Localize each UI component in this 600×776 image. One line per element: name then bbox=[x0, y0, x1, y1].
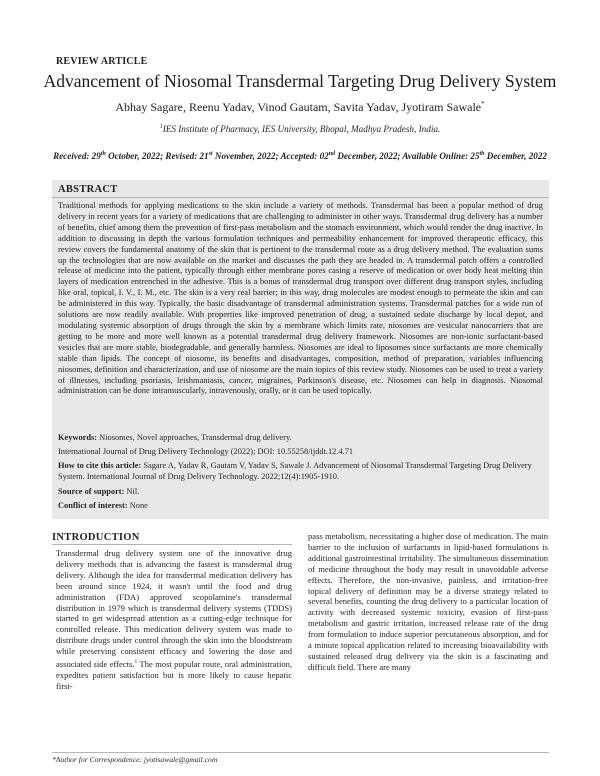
received-date: Received: 29th October, 2022; bbox=[53, 151, 166, 162]
abstract-text: Traditional methods for applying medications to the skin include a variety of methods. Transdermal has been a popular method of drug delivery in recent years for a variety of medications that are challenging to administer in other ways. Transdermal drug delivery has a number of benefits, chief among them the prevention of first-pass metabolism and the stomach environment, which would render the drug inactive. In addition to discussing in depth the various formulation techniques and permeability enhancement for improved therapeutic efficacy, this review covers the fundamental anatomy of the skin that is pertinent to the transdermal route as a drug delivery method. The evaluation sums up the technologies that are now available on the market and discusses the path they are headed in. A transdermal patch offers a controlled release of medicine into the patient, typically through either membrane pores casing a reserve of medication or over body heat melting thin layers of medication entrenched in the adhesive. This is a bonus of transdermal drug transport over different drug transport styles, including like oral, topical, I. V., I. M., etc. The skin is a very real barrier; in this way, drug molecules are modest enough to permeate the skin and can be administered in this way. Typically, the basic disadvantage of transdermal administration systems. Transdermal patches for a wide run of solutions are now readily available. With properties like improved penetration of drug, a sustained sedate discharge by local depot, and modulating systemic absorption of drugs through the skin by a membrane which limits rate, niosomes are vesicular nanocarriers that are getting to be more and more well known as a potential transdermal drug delivery framework. Niosomes are non-ionic surfactant-based vesicles that are more stable, biodegradable, and generally harmless. Niosomes are ideal to liposomes since surfactants are more chemically stable than lipids. The concept of niosome, its benefits and disadvantages, composition, method of preparation, variables influencing niosomes, definition and characterization, and use of niosome are the main topics of this review study. Niosomes can be used to treat a variety of illnesses, including psoriasis, leishmaniasis, cancer, migraines, Parkinson's disease, etc. Niosomes can help in diagnosis. Niosomal administration can be done intramuscularly, intravenously, orally, or it can be used topically. bbox=[58, 200, 543, 396]
keywords-line bbox=[58, 433, 543, 444]
online-date: Available Online: 25th December, 2022 bbox=[402, 151, 547, 162]
introduction-left-text-2: The most popular route, oral administration, expedites patient satisfaction but is more likely to cause hepatic first- bbox=[56, 658, 293, 691]
reference-mark: 1 bbox=[134, 659, 138, 666]
affiliation-text: IES Institute of Pharmacy, IES University, Bhopal, Madhya Pradesh, India. bbox=[162, 124, 441, 135]
correspondence-footnote: *Author for Correspondence: jyotisawale@gmail.com bbox=[52, 755, 218, 764]
correspondence-mark: * bbox=[481, 100, 485, 108]
paper-title: Advancement of Niosomal Transdermal Targeting Drug Delivery System bbox=[43, 71, 557, 91]
affiliation-mark: 1 bbox=[159, 124, 163, 130]
conflict-label: Conflict of interest: bbox=[58, 501, 128, 510]
support-label: Source of support: bbox=[58, 487, 125, 496]
keywords-text: Niosomes, Novel approaches, Transdermal drug delivery. bbox=[99, 433, 292, 442]
keywords-label: Keywords: bbox=[58, 433, 98, 442]
introduction-left-column bbox=[56, 548, 292, 692]
introduction-divider bbox=[52, 544, 292, 545]
support-text: Nil. bbox=[126, 487, 140, 496]
citation-text: Sagare A, Yadav R, Gautam V, Yadav S, Sawale J. Advancement of Niosomal Transdermal Targeting Drug Delivery System. International Journal of Drug Delivery Technology. 2022;12(4):1905-1910. bbox=[58, 461, 532, 481]
abstract-heading: ABSTRACT bbox=[58, 184, 118, 195]
conflict-line bbox=[58, 501, 543, 512]
introduction-left-text-1: Transdermal drug delivery system one of the innovative drug delivery methods that is advancing the fastest is transdermal drug delivery. Although the idea for transdermal medication delivery has been around since 1924, it wasn't until the food and drug administration (FDA) approved scopolamine's transdermal distribution in 1979 which is transdermal delivery systems (TDDS) started to get widespread attention as a cutting-edge technique for controlled release. This medication delivery system was made to distribute drugs under control through the skin into the bloodstream while preserving consistent efficacy and lowering the dose and associated side effects. bbox=[56, 548, 292, 669]
citation-label: How to cite this article: bbox=[58, 461, 142, 470]
introduction-heading: INTRODUCTION bbox=[52, 532, 140, 543]
author-names: Abhay Sagare, Reenu Yadav, Vinod Gautam, Savita Yadav, Jyotiram Sawale bbox=[115, 100, 482, 114]
author-list bbox=[0, 100, 600, 115]
article-type-label: REVIEW ARTICLE bbox=[56, 56, 148, 67]
footer-divider bbox=[52, 752, 549, 753]
journal-doi-line: International Journal of Drug Delivery Technology (2022); DOI: 10.55258/ijddt.12.4.71 bbox=[58, 447, 354, 456]
conflict-text: None bbox=[129, 501, 148, 510]
citation-block bbox=[58, 461, 543, 483]
publication-dates bbox=[0, 151, 600, 161]
abstract-box bbox=[52, 180, 549, 519]
introduction-right-column: pass metabolism, necessitating a higher dose of medication. The main barrier to the inclusion of surfactants in lipid-based formulations is additional gastrointestinal irritability. The simultaneous dissemination of medicine throughout the body may result in unavoidable adverse effects. Therefore, the non-invasive, painless, and irritation-free topical delivery of definition may be a diverse strategy related to several benefits, counting the drug delivery to a particular location of activity with decreased systemic toxicity, evasion of first-pass metabolism and gastric irritation, increased release rate of the drug from formulation to induce superior percutaneous absorption, and for a minute topical application related to increasing bioavailability with sustained released drug delivery via the skin is a fascinating and difficult field. There are many bbox=[308, 531, 548, 672]
support-line bbox=[58, 487, 543, 498]
revised-date: Revised: 21st November, 2022; bbox=[165, 151, 281, 162]
abstract-divider bbox=[52, 197, 549, 198]
accepted-date: Accepted: 02nd December, 2022; bbox=[280, 151, 403, 162]
affiliation bbox=[0, 124, 600, 134]
